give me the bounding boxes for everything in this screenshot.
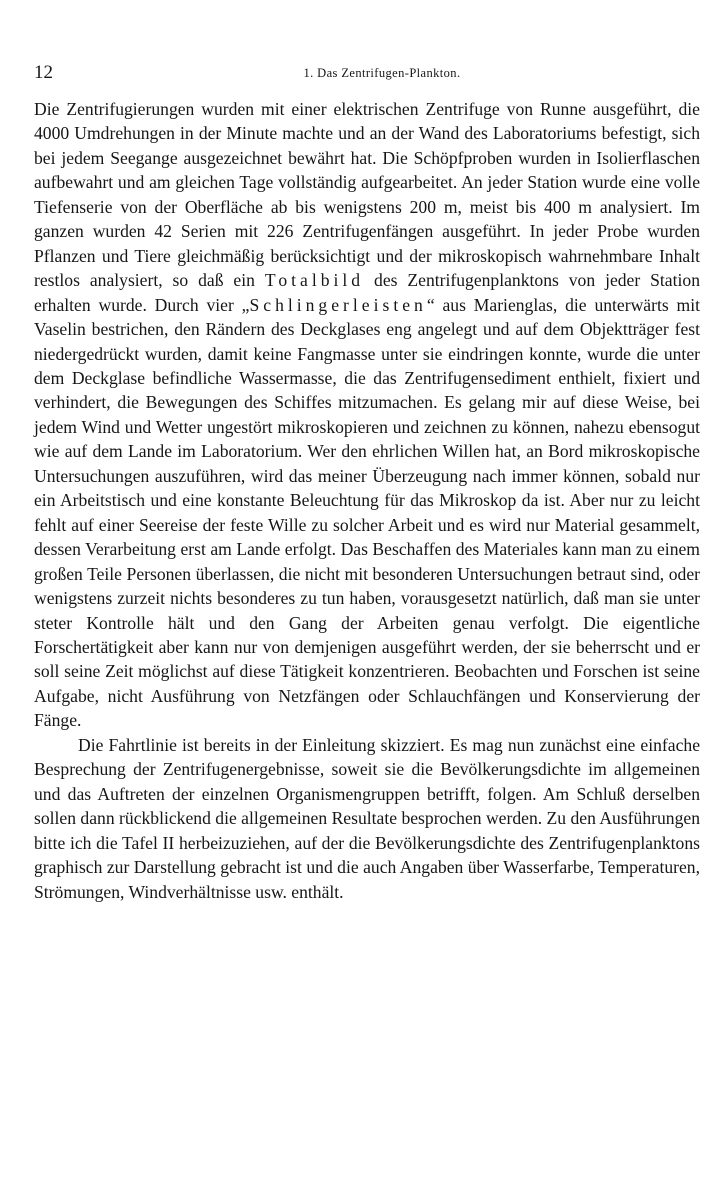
paragraph-1-part-c: des Zentrifugenplanktons von jeder Station erhalten wurde. Durch vier „: [34, 270, 700, 315]
paragraph-1-part-a: Die Zentrifugierungen wurden mit einer elektrischen Zentrifuge von Runne ausgeführt, die 4000 Umdrehungen in der Minute machte und an der Wand des Laboratoriums befestigt, sich bei jedem Seegange ausgezeichnet bewährt hat. Die Schöpfproben wurden in Isolierflaschen aufbewahrt und am gleichen Tage vollständig aufgearbeitet. An jeder Station wurde eine volle Tiefenserie von der Oberfläche ab bis wenigstens 200 m, meist bis 400 m analysiert. Im ganzen wurden 42 Serien mit 226 Zentrifugenfängen ausgeführt. In jeder Probe wurden Pflanzen und Tiere gleichmäßig berücksichtigt und der mikroskopisch wahrnehmbare Inhalt restlos analysiert, so daß ein: [34, 99, 700, 291]
paragraph-2: Die Fahrtlinie ist bereits in der Einleitung skizziert. Es mag nun zunächst eine einfache Besprechung der Zentrifugenergebnisse, soweit sie die Bevölkerungsdichte im allgemeinen und das Auftreten der einzelnen Organismengruppen betrifft, folgen. Am Schluß derselben sollen dann rückblickend die allgemeinen Resultate besprochen werden. Zu den Ausführungen bitte ich die Tafel II herbeizuziehen, auf der die Bevölkerungsdichte des Zentrifugenplanktons graphisch zur Darstellung gebracht ist und die auch Angaben über Wasserfarbe, Temperaturen, Strömungen, Windverhältnisse usw. enthält.: [34, 734, 700, 902]
emphasis-schlingerleisten: Schlingerleisten: [249, 294, 427, 315]
page-number: 12: [34, 62, 53, 83]
emphasis-totalbild: Totalbild: [264, 270, 365, 291]
running-title: 1. Das Zentrifugen-Plankton.: [303, 66, 461, 80]
paragraph-1-part-e: “ aus Marienglas, die unterwärts mit Vaselin bestrichen, den Rändern des Deckglases eng angelegt und auf dem Objektträger fest niedergedrückt wurden, damit keine Fangmasse unter sie eindringen konnte, wurde die unter dem Deckglase befindliche Wassermasse, die das Zentrifugensediment enthielt, fixiert und verhindert, die Bewegungen des Schiffes mitzumachen. Es gelang mir auf diese Weise, bei jedem Wind und Wetter ungestört mikroskopieren und zeichnen zu können, nahezu ebensogut wie auf dem Lande im Laboratorium. Wer den ehrlichen Willen hat, an Bord mikroskopische Untersuchungen auszuführen, wird das meiner Überzeugung nach immer können, sobald nur ein Arbeitstisch und eine konstante Beleuchtung für das Mikroskop da ist. Aber nur zu leicht fehlt auf einer Seereise der feste Wille zu solcher Arbeit und es wird nur Material gesammelt, dessen Verarbeitung erst am Lande erfolgt. Das Beschaffen des Materiales kann man zu einem großen Teile Personen überlassen, die nicht mit besonderen Untersuchungen betraut sind, oder wenigstens zurzeit nichts besonderes zu tun haben, vorausgesetzt natürlich, daß man sie unter steter Kontrolle hält und den Gang der Arbeiten genau verfolgt. Die eigentliche Forschertätigkeit aber kann nur von demjenigen ausgeführt werden, der sie beherrscht und er soll seine Zeit möglichst auf diese Tätigkeit konzentrieren. Beobachten und Forschen ist seine Aufgabe, nicht Ausführung von Netzfängen oder Schlauchfängen und Konservierung der Fänge.: [34, 294, 700, 731]
paragraph-1: [34, 97, 700, 733]
page-header: [34, 62, 700, 84]
body-text: [34, 97, 700, 904]
